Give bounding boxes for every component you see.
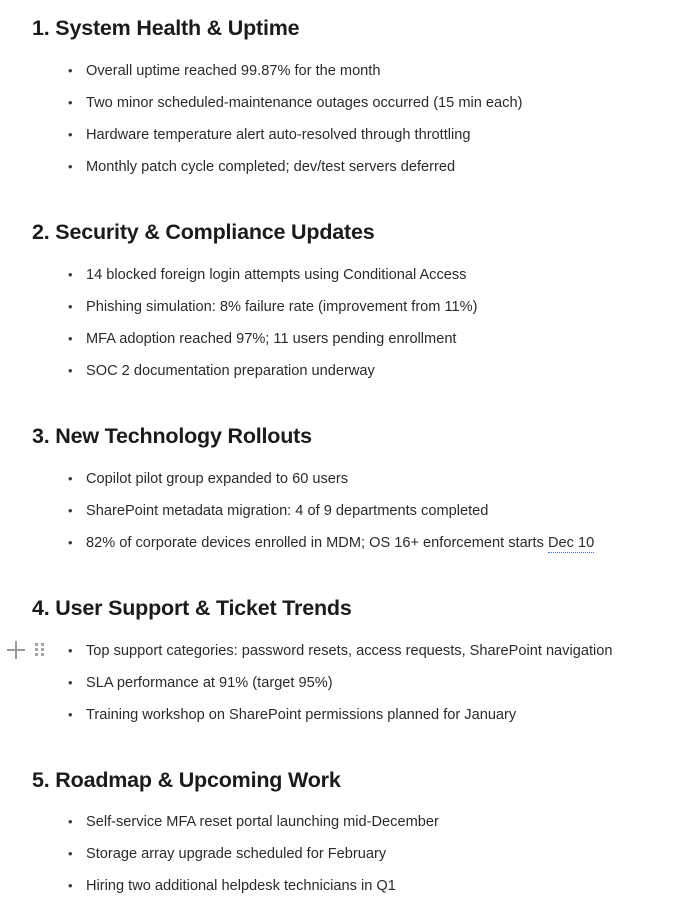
document-section-1 xyxy=(0,0,682,183)
list-item[interactable] xyxy=(0,806,682,838)
list-item[interactable] xyxy=(0,635,682,667)
drag-handle-dot xyxy=(35,653,38,656)
bullet-list-2 xyxy=(0,259,682,387)
smart-date-link[interactable]: Dec 10 xyxy=(547,534,595,551)
bullet-marker-icon: • xyxy=(68,298,73,314)
drag-handle-dot xyxy=(41,653,44,656)
drag-handle-dot xyxy=(35,648,38,651)
bullet-marker-icon: • xyxy=(68,330,73,346)
list-item-text: Self-service MFA reset portal launching mid-December xyxy=(86,814,439,831)
list-item[interactable] xyxy=(0,527,682,559)
plus-icon[interactable] xyxy=(7,641,25,659)
list-item-text: Overall uptime reached 99.87% for the month xyxy=(86,62,381,79)
bullet-marker-icon: • xyxy=(68,846,73,862)
list-item[interactable] xyxy=(0,495,682,527)
list-item-text: Copilot pilot group expanded to 60 users xyxy=(86,470,349,487)
list-item[interactable] xyxy=(0,667,682,699)
bullet-marker-icon: • xyxy=(68,62,73,78)
list-item[interactable] xyxy=(0,291,682,323)
list-item-text: MFA adoption reached 97%; 11 users pending enrollment xyxy=(86,330,457,347)
list-item-text: SOC 2 documentation preparation underway xyxy=(86,362,375,379)
list-item-text: Monthly patch cycle completed; dev/test servers deferred xyxy=(86,158,456,175)
bullet-marker-icon: • xyxy=(68,502,73,518)
bullet-list-3 xyxy=(0,463,682,559)
drag-handle-icon[interactable] xyxy=(35,643,46,658)
document-section-2 xyxy=(0,183,682,387)
drag-handle-dot xyxy=(41,643,44,646)
list-item[interactable] xyxy=(0,119,682,151)
list-item-text: 82% of corporate devices enrolled in MDM; OS 16+ enforcement starts xyxy=(86,534,548,551)
section-heading-4: 4. User Support & Ticket Trends xyxy=(32,595,352,620)
list-item-text: 14 blocked foreign login attempts using Conditional Access xyxy=(86,266,467,283)
drag-handle-dot xyxy=(41,648,44,651)
bullet-marker-icon: • xyxy=(68,362,73,378)
document-section-5 xyxy=(0,731,682,903)
list-item[interactable] xyxy=(0,151,682,183)
bullet-list-5 xyxy=(0,806,682,902)
bullet-marker-icon: • xyxy=(68,706,73,722)
bullet-marker-icon: • xyxy=(68,642,73,658)
bullet-list-4 xyxy=(0,635,682,731)
list-item-text: Training workshop on SharePoint permissions planned for January xyxy=(86,706,517,723)
list-item[interactable] xyxy=(0,323,682,355)
list-item-text: Top support categories: password resets, access requests, SharePoint navigation xyxy=(86,642,613,659)
bullet-marker-icon: • xyxy=(68,534,73,550)
bullet-list-1 xyxy=(0,55,682,183)
list-item-text: Storage array upgrade scheduled for February xyxy=(86,846,387,863)
bullet-marker-icon: • xyxy=(68,266,73,282)
bullet-marker-icon: • xyxy=(68,94,73,110)
bullet-marker-icon: • xyxy=(68,126,73,142)
bullet-marker-icon: • xyxy=(68,878,73,894)
section-heading-5: 5. Roadmap & Upcoming Work xyxy=(32,767,341,792)
list-item-text: SLA performance at 91% (target 95%) xyxy=(86,674,333,691)
list-item[interactable] xyxy=(0,355,682,387)
bullet-marker-icon: • xyxy=(68,674,73,690)
list-item[interactable] xyxy=(0,463,682,495)
list-item-text: Phishing simulation: 8% failure rate (improvement from 11%) xyxy=(86,298,478,315)
document-section-4 xyxy=(0,559,682,731)
list-item[interactable] xyxy=(0,259,682,291)
list-item[interactable] xyxy=(0,55,682,87)
list-item[interactable] xyxy=(0,870,682,902)
list-item-text: SharePoint metadata migration: 4 of 9 departments completed xyxy=(86,502,489,519)
drag-handle-dot xyxy=(35,643,38,646)
list-item[interactable] xyxy=(0,838,682,870)
bullet-marker-icon: • xyxy=(68,814,73,830)
list-item-text: Hiring two additional helpdesk technicians in Q1 xyxy=(86,878,396,895)
block-gutter-controls xyxy=(0,636,60,664)
list-item-text: Hardware temperature alert auto-resolved through throttling xyxy=(86,126,471,143)
bullet-marker-icon: • xyxy=(68,158,73,174)
section-heading-2: 2. Security & Compliance Updates xyxy=(32,219,375,244)
list-item[interactable] xyxy=(0,87,682,119)
list-item[interactable] xyxy=(0,699,682,731)
bullet-marker-icon: • xyxy=(68,470,73,486)
section-heading-3: 3. New Technology Rollouts xyxy=(32,423,312,448)
section-heading-1: 1. System Health & Uptime xyxy=(32,16,300,40)
document-section-3 xyxy=(0,387,682,559)
list-item-text: Two minor scheduled-maintenance outages occurred (15 min each) xyxy=(86,94,523,111)
